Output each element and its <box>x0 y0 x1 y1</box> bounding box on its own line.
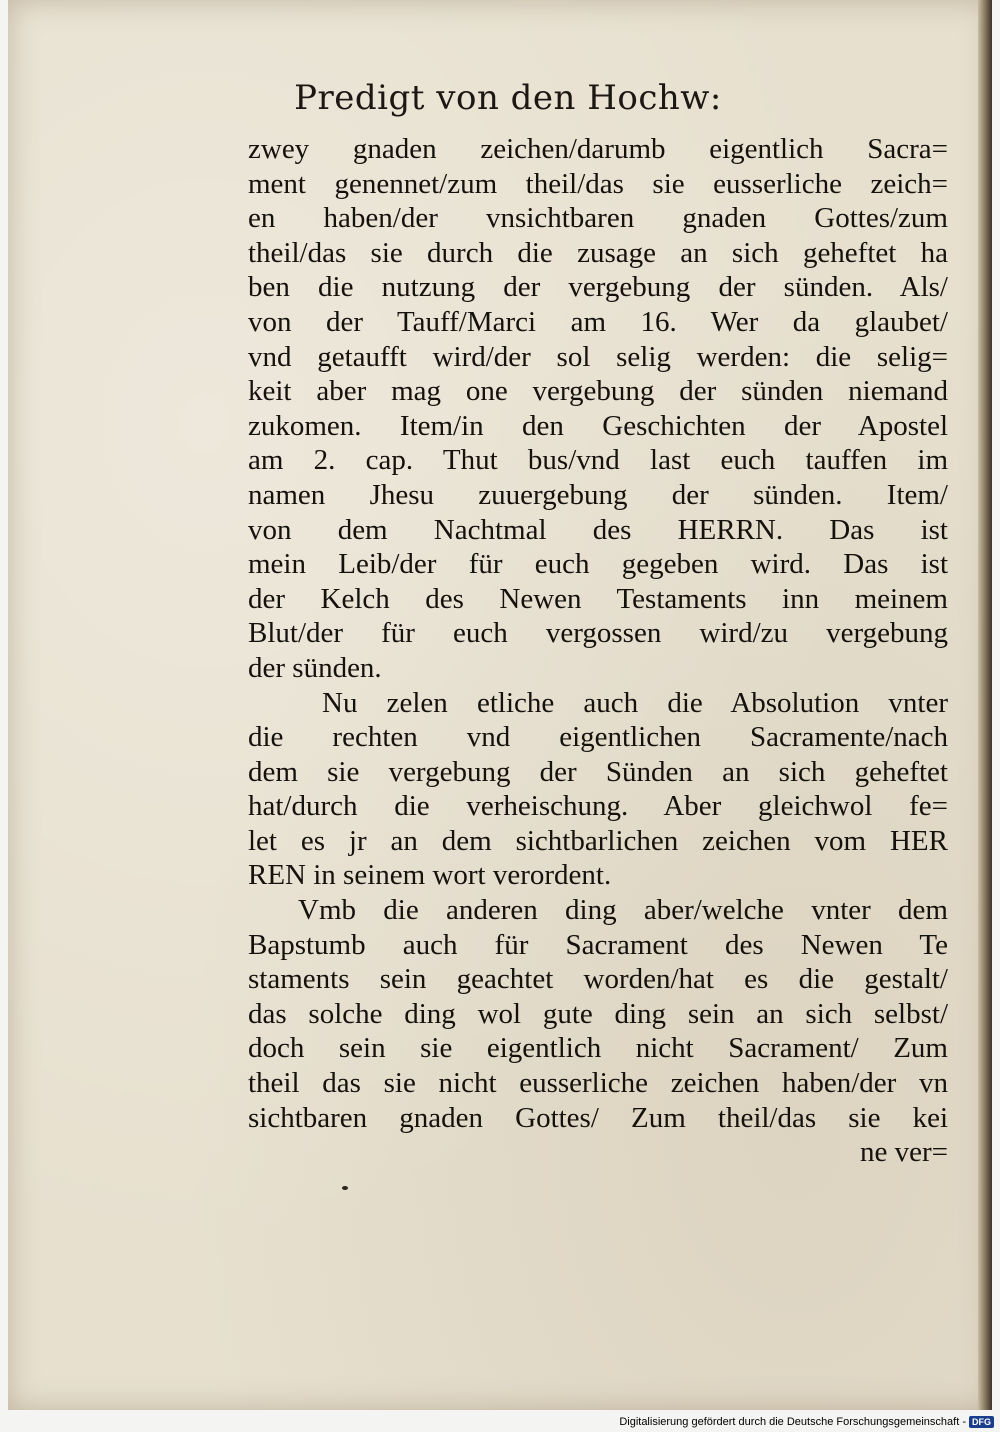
text-line: theil/das sie durch die zusage an sich geheftet ha <box>248 236 948 269</box>
text-line: dem sie vergebung der Sünden an sich geheftet <box>248 755 948 788</box>
text-line: doch sein sie eigentlich nicht Sacrament/ Zum <box>248 1032 948 1065</box>
credit-text: Digitalisierung gefördert durch die Deutsche Forschungsgemeinschaft - <box>619 1416 966 1428</box>
text-line: von dem Nachtmal des HERRN. Das ist <box>248 513 948 546</box>
text-line: zukomen. Item/in den Geschichten der Apostel <box>248 409 948 442</box>
text-line: hat/durch die verheischung. Aber gleichwol fe= <box>248 790 948 823</box>
text-line: let es jr an dem sichtbarlichen zeichen vom HER <box>248 824 948 857</box>
running-head: Predigt von den Hochw: <box>294 78 722 118</box>
text-line: Bapstumb auch für Sacrament des Newen Te <box>248 928 948 961</box>
text-line: am 2. cap. Thut bus/vnd last euch tauffen im <box>248 444 948 477</box>
text-line: en haben/der vnsichtbaren gnaden Gottes/zum <box>248 202 948 235</box>
book-binding-edge <box>978 0 992 1410</box>
text-line: REN in seinem wort verordent. <box>248 859 612 892</box>
dfg-logo-icon: DFG <box>969 1416 994 1428</box>
text-line: theil das sie nicht eusserliche zeichen haben/der vn <box>248 1067 948 1100</box>
text-line: von der Tauff/Marci am 16. Wer da glaubet/ <box>248 305 948 338</box>
paragraph-start-line: Vmb die anderen ding aber/welche vnter dem <box>298 894 948 927</box>
book-page <box>8 0 992 1410</box>
text-line: namen Jhesu zuuergebung der sünden. Item/ <box>248 478 948 511</box>
text-line: ben die nutzung der vergebung der sünden. Als/ <box>248 271 948 304</box>
catchword: ne ver= <box>859 1136 948 1169</box>
text-line: ment genennet/zum theil/das sie eusserliche zeich= <box>248 167 948 200</box>
text-line: das solche ding wol gute ding sein an sich selbst/ <box>248 997 948 1030</box>
ink-speck <box>342 1186 348 1190</box>
text-line: Blut/der für euch vergossen wird/zu vergebung <box>248 617 948 650</box>
digitization-credit <box>619 1416 994 1428</box>
text-line: vnd getaufft wird/der sol selig werden: die selig= <box>248 340 948 373</box>
text-line: zwey gnaden zeichen/darumb eigentlich Sacra= <box>248 133 948 165</box>
text-line: keit aber mag one vergebung der sünden niemand <box>248 375 948 408</box>
text-line: die rechten vnd eigentlichen Sacramente/nach <box>248 721 948 754</box>
text-line: sichtbaren gnaden Gottes/ Zum theil/das sie kei <box>248 1101 948 1134</box>
text-line: der sünden. <box>248 651 382 684</box>
paragraph-start-line: Nu zelen etliche auch die Absolution vnter <box>322 686 948 719</box>
text-line: mein Leib/der für euch gegeben wird. Das ist <box>248 548 948 581</box>
text-line: der Kelch des Newen Testaments inn meinem <box>248 582 948 615</box>
body-text <box>248 132 948 1170</box>
text-line: staments sein geachtet worden/hat es die gestalt/ <box>248 963 948 996</box>
